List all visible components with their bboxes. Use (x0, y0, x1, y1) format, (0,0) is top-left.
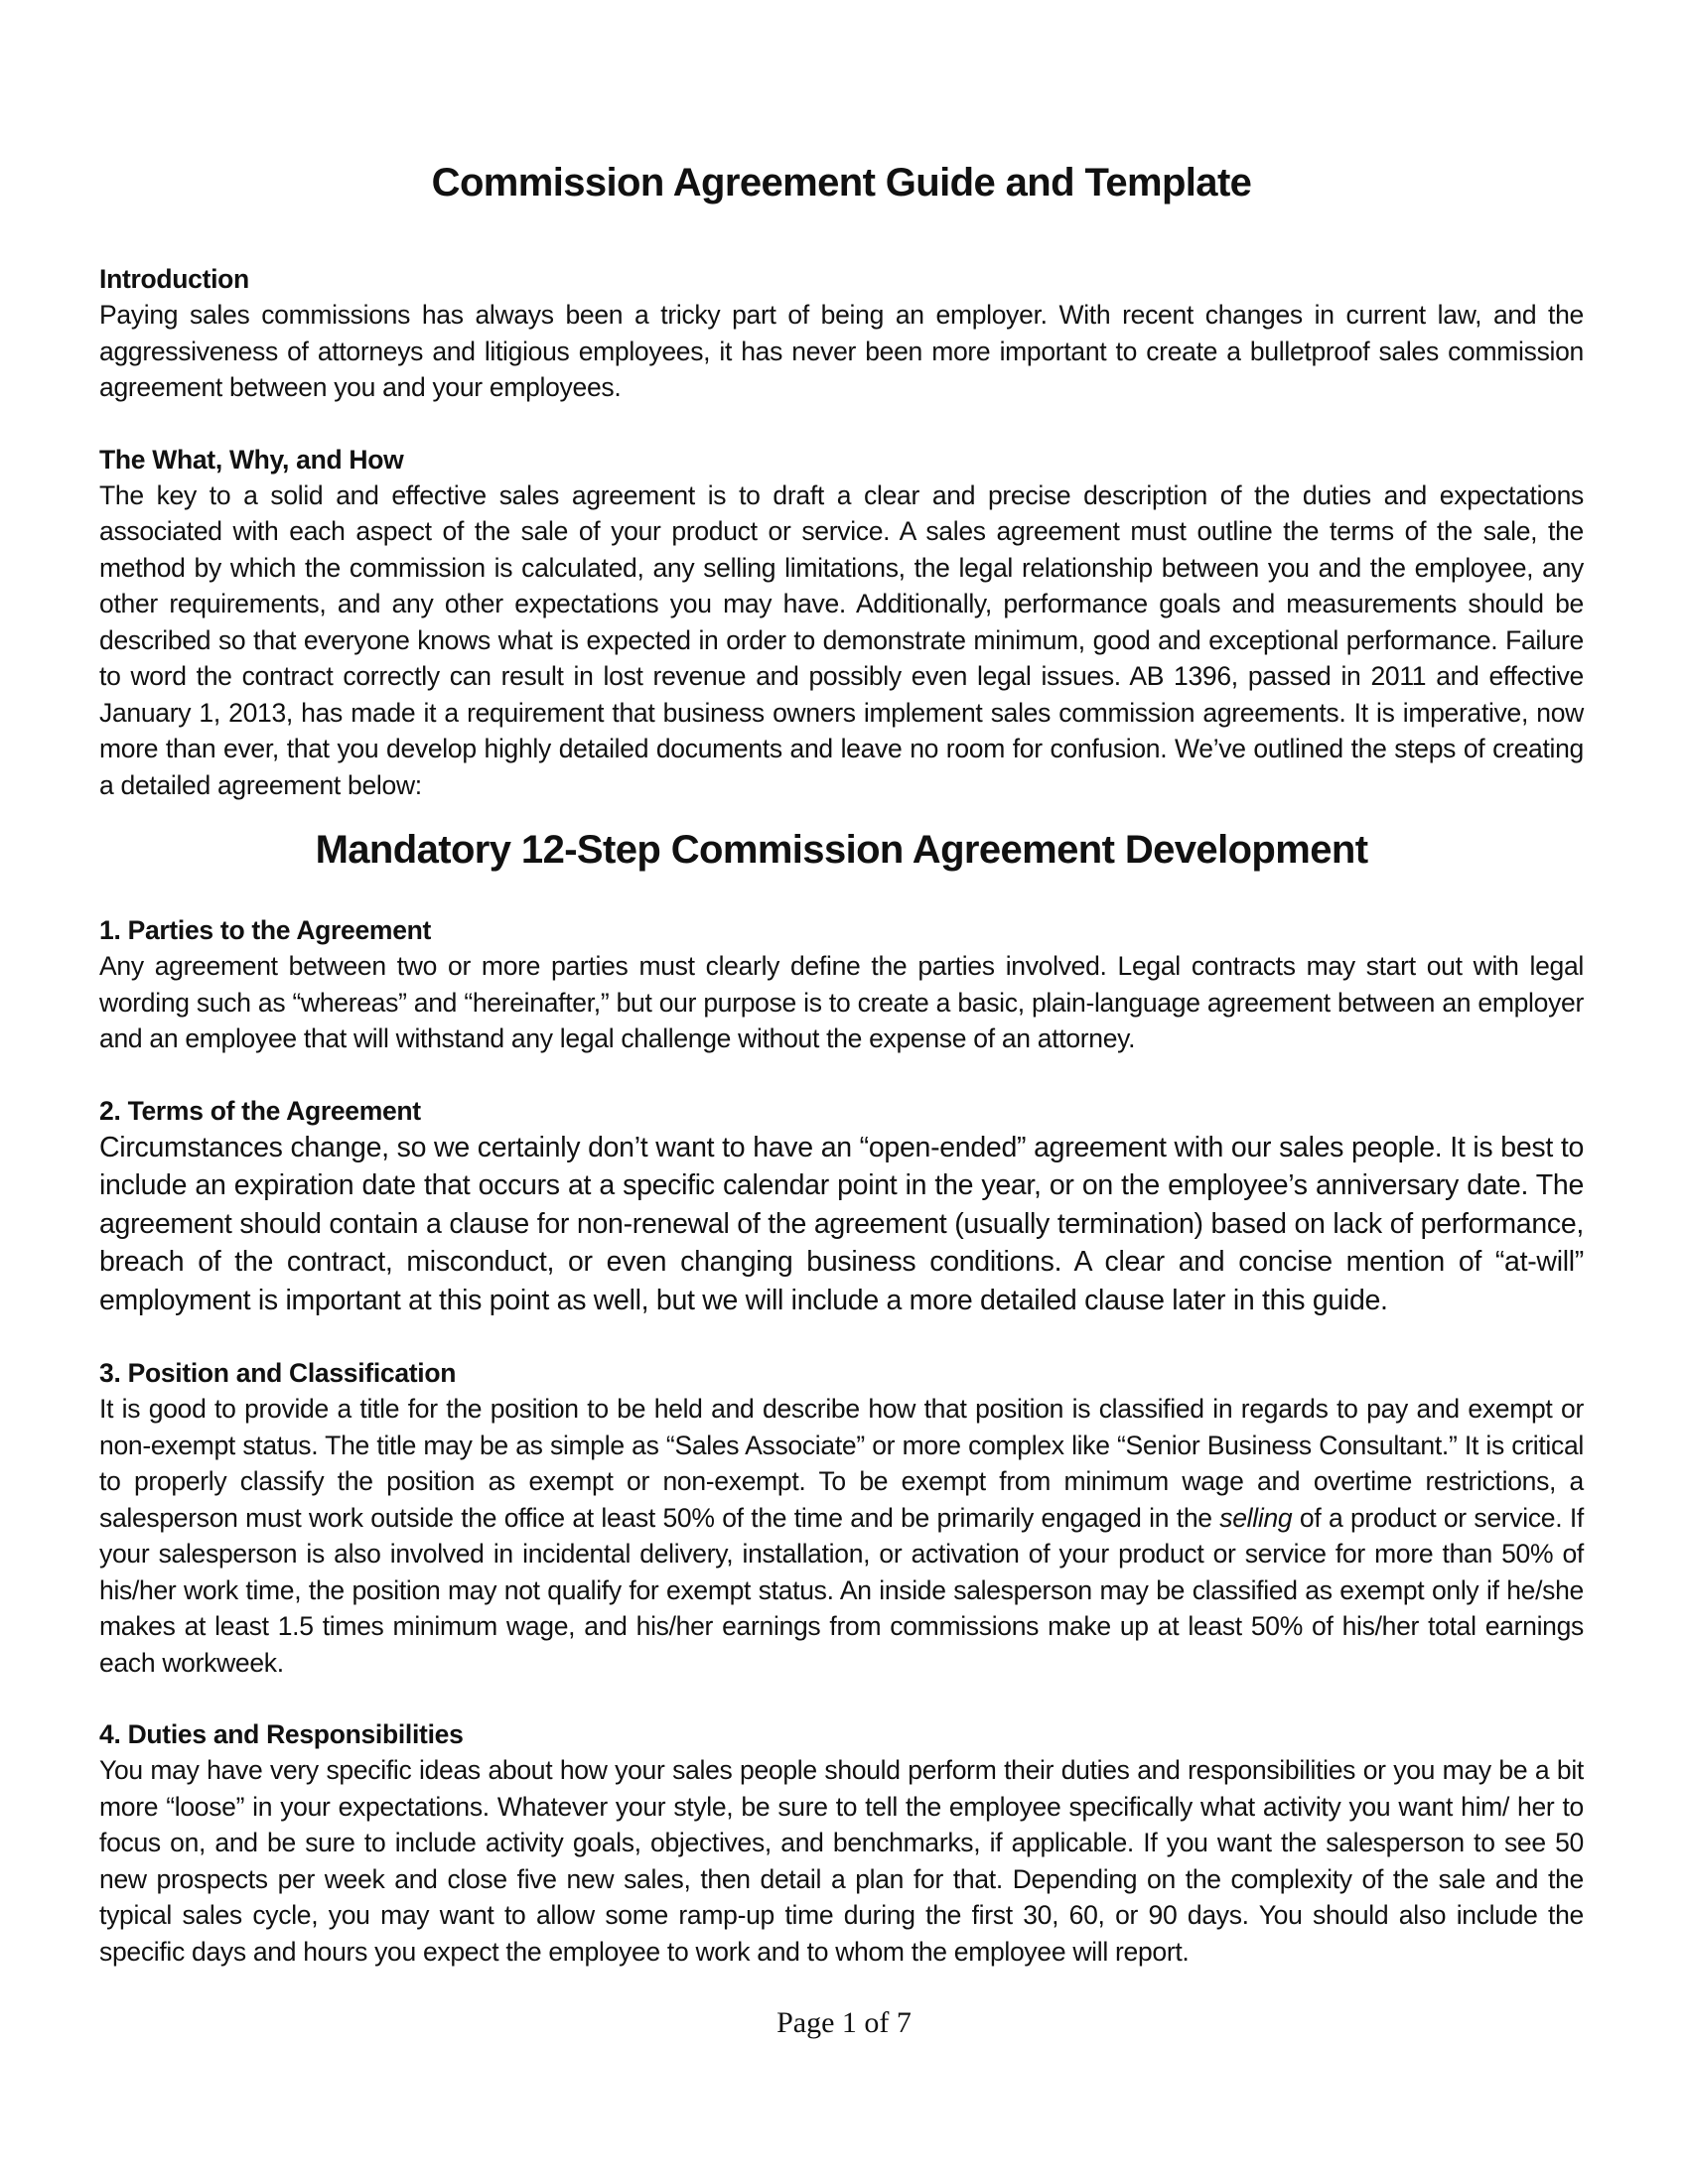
step-heading: 1. Parties to the Agreement (99, 915, 432, 945)
step-body-part: of a product or service. If your salesperson is also involved in incidental delivery, installation, or activation of your product or service for more than 50% of his/her work time, the position may not qualify for exempt status. An inside salesperson may be classified as exempt only if he/she makes at least 1.5 times minimum wage, and his/her earnings from commissions make up at least 50% of his/her total earnings each workweek. (99, 1502, 1584, 1678)
step-terms (99, 1093, 1584, 1320)
step-body (99, 1391, 1584, 1681)
step-body: Any agreement between two or more parties must clearly define the parties involved. Legal contracts may start out with legal wording such as “whereas” and “hereinafter,” but our purpose is to create a basic, plain-language agreement between an employer and an employee that will withstand any legal challenge without the expense of an attorney. (99, 951, 1584, 1053)
section-heading: The What, Why, and How (99, 444, 404, 475)
steps-heading: Mandatory 12-Step Commission Agreement Development (315, 828, 1368, 872)
step-heading: 3. Position and Classification (99, 1358, 457, 1388)
section-what-why-how (99, 442, 1584, 804)
step-heading: 2. Terms of the Agreement (99, 1095, 421, 1126)
document-content (99, 157, 1584, 1970)
section-body: The key to a solid and effective sales agreement is to draft a clear and precise description of the duties and expectations associated with each aspect of the sale of your product or service. A sales agreement must outline the terms of the sale, the method by which the commission is calculated, any selling limitations, the legal relationship between you and the employee, any other requirements, and any other expectations you may have. Additionally, performance goals and measurements should be described so that everyone knows what is expected in order to demonstrate minimum, good and exceptional performance. Failure to word the contract correctly can result in lost revenue and possibly even legal issues. AB 1396, passed in 2011 and effective January 1, 2013, has made it a requirement that business owners implement sales commission agreements. It is imperative, now more than ever, that you develop highly detailed documents and leave no room for confusion. We’ve outlined the steps of creating a detailed agreement below: (99, 479, 1584, 800)
section-body: Paying sales commissions has always been a tricky part of being an employer. With recent changes in current law, and the aggressiveness of attorneys and litigious employees, it has never been more important to create a bulletproof sales commission agreement between you and your employees. (99, 300, 1584, 402)
step-body: Circumstances change, so we certainly don’t want to have an “open-ended” agreement with our sales people. It is best to include an expiration date that occurs at a specific calendar point in the year, or on the employee’s anniversary date. The agreement should contain a clause for non-renewal of the agreement (usually termination) based on lack of performance, breach of the contract, misconduct, or even changing business conditions. A clear and concise mention of “at-will” employment is important at this point as well, but we will include a more detailed clause later in this guide. (99, 1131, 1584, 1316)
step-body: You may have very specific ideas about how your sales people should perform their duties and responsibilities or you may be a bit more “loose” in your expectations. Whatever your style, be sure to tell the employee specifically what activity you want him/ her to focus on, and be sure to include activity goals, objectives, and benchmarks, if applicable. If you want the salesperson to see 50 new prospects per week and close five new sales, then detail a plan for that. Depending on the complexity of the sale and the typical sales cycle, you may want to allow some ramp-up time during the first 30, 60, or 90 days. You should also include the specific days and hours you expect the employee to work and to whom the employee will report. (99, 1755, 1584, 1967)
step-body-emphasis: selling (1219, 1502, 1293, 1533)
step-parties (99, 912, 1584, 1057)
step-body-part: It is good to provide a title for the position to be held and describe how that position is classified in regards to pay and exempt or non-exempt status. The title may be as simple as “Sales Associate” or more complex like “Senior Business Consultant.” It is critical to properly classify the position as exempt or non-exempt. To be exempt from minimum wage and overtime restrictions, a salesperson must work outside the office at least 50% of the time and be primarily engaged in the (99, 1394, 1584, 1533)
section-introduction (99, 261, 1584, 406)
page-number: Page 1 of 7 (776, 2006, 912, 2039)
section-heading: Introduction (99, 264, 249, 294)
step-position-classification (99, 1355, 1584, 1681)
document-title: Commission Agreement Guide and Template (431, 161, 1252, 205)
step-duties (99, 1716, 1584, 1970)
step-heading: 4. Duties and Responsibilities (99, 1719, 464, 1749)
